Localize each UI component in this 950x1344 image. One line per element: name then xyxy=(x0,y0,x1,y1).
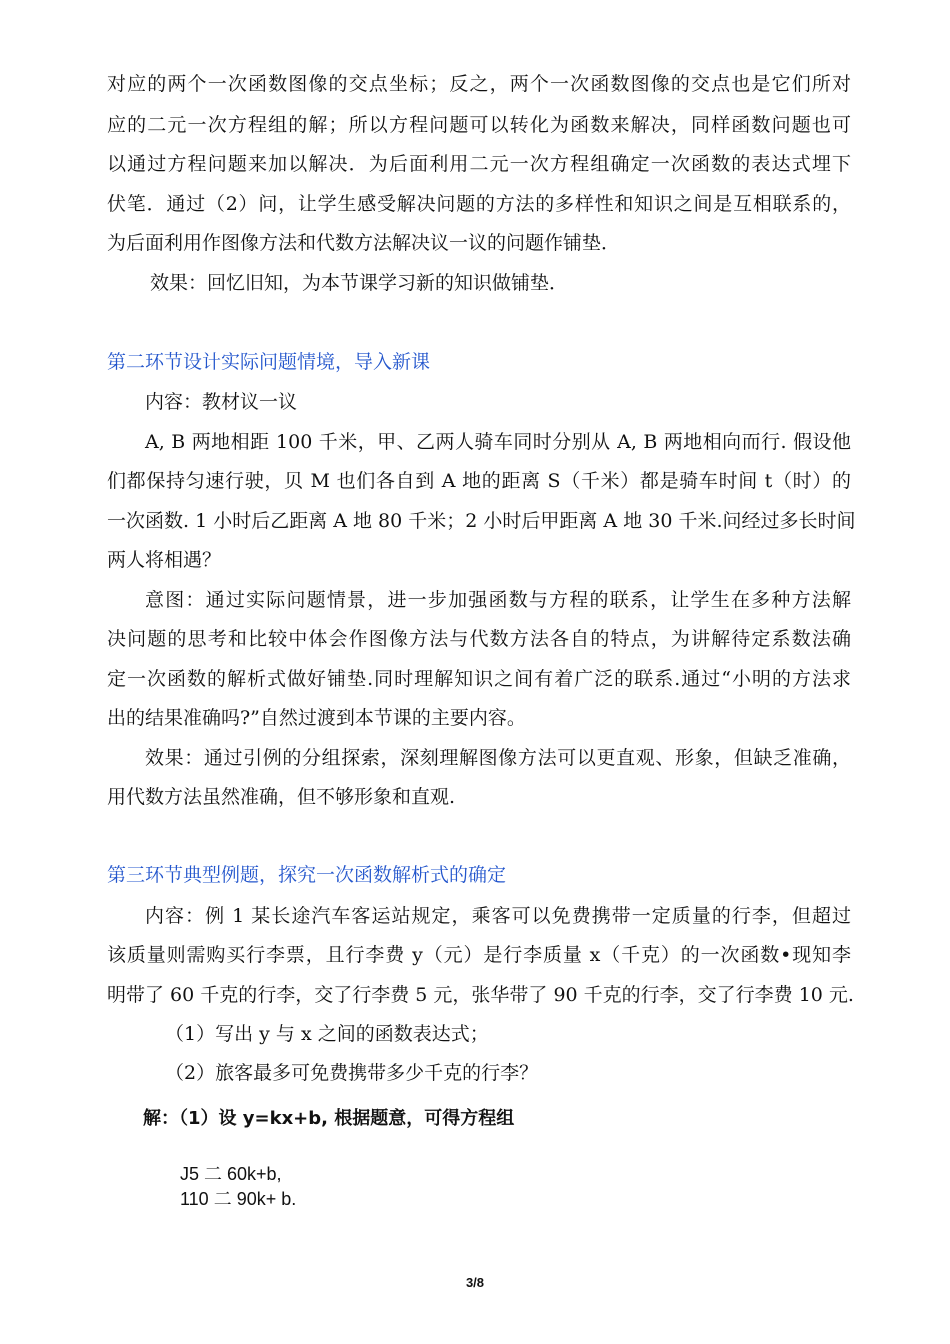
section2-intent-line-1: 意图：通过实际问题情景，进一步加强函数与方程的联系，让学生在多种方法解 xyxy=(145,589,851,611)
equation-2: 110 二 90k+ b. xyxy=(180,1189,297,1209)
section2-intent-line-2: 决问题的思考和比较中体会作图像方法与代数方法各自的特点，为讲解待定系数法确 xyxy=(107,628,851,650)
intro-line-5: 为后面利用作图像方法和代数方法解决议一议的问题作铺垫． xyxy=(107,232,621,254)
intro-line-1: 对应的两个一次函数图像的交点坐标；反之，两个一次函数图像的交点也是它们所对 xyxy=(107,73,851,95)
section3-content-line-1: 内容：例 1 某长途汽车客运站规定，乘客可以免费携带一定质量的行李，但超过 xyxy=(145,905,851,927)
section2-heading: 第二环节设计实际问题情境，导入新课 xyxy=(107,351,431,373)
section2-intent-line-3: 定一次函数的解析式做好铺垫.同时理解知识之间有着广泛的联系.通过“小明的方法求 xyxy=(107,668,851,690)
section3-content-line-2: 该质量则需购买行李票，且行李费 y（元）是行李质量 x（千克）的一次函数•现知李 xyxy=(107,944,851,966)
section2-effect-line-2: 用代数方法虽然准确，但不够形象和直观. xyxy=(107,786,456,808)
section2-problem-line-4: 两人将相遇？ xyxy=(107,549,222,571)
section2-problem-line-1: A, B 两地相距 100 千米，甲、乙两人骑车同时分别从 A, B 两地相向而行. 假设他 xyxy=(145,431,851,453)
section2-intent-line-4: 出的结果准确吗?”自然过渡到本节课的主要内容。 xyxy=(107,707,526,729)
section3-question-1: （1）写出 y 与 x 之间的函数表达式； xyxy=(165,1023,489,1045)
section3-heading: 第三环节典型例题，探究一次函数解析式的确定 xyxy=(107,864,507,886)
intro-line-4: 伏笔．通过（2）问，让学生感受解决问题的方法的多样性和知识之间是互相联系的， xyxy=(107,193,851,215)
page-number: 3/8 xyxy=(465,1275,485,1290)
intro-line-2: 应的二元一次方程组的解；所以方程问题可以转化为函数来解决，同样函数问题也可 xyxy=(107,114,851,136)
section2-problem-line-3: 一次函数. 1 小时后乙距离 A 地 80 千米；2 小时后甲距离 A 地 30 千米.问经过多长时间 xyxy=(107,510,856,532)
section2-content-label: 内容：教材议一议 xyxy=(145,391,298,413)
section3-question-2: （2）旅客最多可免费携带多少千克的行李？ xyxy=(165,1062,539,1084)
section2-effect-line-1: 效果：通过引例的分组探索，深刻理解图像方法可以更直观、形象，但缺乏准确， xyxy=(145,747,851,769)
section3-solution-label: 解：（1）设 y=kx+b, 根据题意，可得方程组 xyxy=(143,1108,515,1129)
section3-content-line-3: 明带了 60 千克的行李，交了行李费 5 元，张华带了 90 千克的行李，交了行李费 10 元. xyxy=(107,984,854,1006)
intro-effect: 效果：回忆旧知，为本节课学习新的知识做铺垫． xyxy=(150,272,569,294)
equation-1: J5 二 60k+b, xyxy=(180,1164,282,1184)
section2-problem-line-2: 们都保持匀速行驶，贝 M 也们各自到 A 地的距离 S（千米）都是骑车时间 t（时）的 xyxy=(107,470,851,492)
intro-line-3: 以通过方程问题来加以解决．为后面利用二元一次方程组确定一次函数的表达式埋下 xyxy=(107,153,851,175)
